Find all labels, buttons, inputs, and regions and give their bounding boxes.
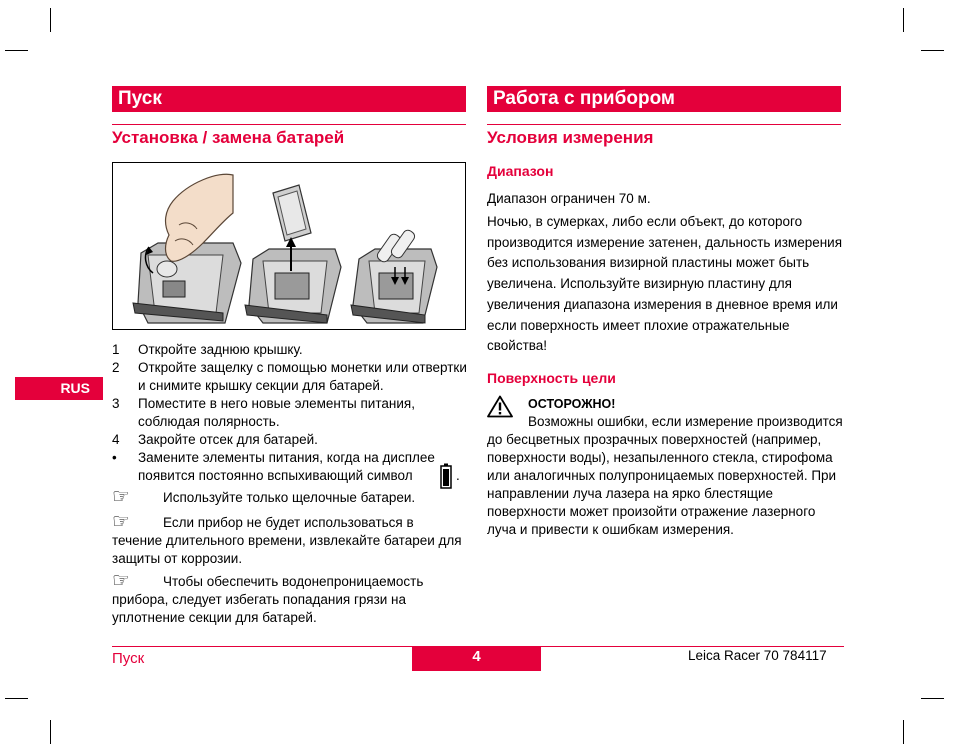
- bullet-text-end: .: [456, 468, 460, 483]
- footer-product: Leica Racer 70 784117: [688, 648, 827, 663]
- left-rule: [112, 124, 466, 125]
- bullet-marker: •: [112, 450, 117, 465]
- battery-subsection-title: Установка / замена батарей: [112, 128, 345, 147]
- right-section-title: Работа с прибором: [487, 86, 841, 112]
- step-number: 3: [112, 396, 120, 411]
- page-number: 4: [412, 647, 541, 671]
- note-text: Если прибор не будет использоваться в течение длительного времени, извлекайте батареи для защиты от коррозии.: [112, 515, 462, 566]
- step-text: Закройте отсек для батарей.: [138, 432, 318, 447]
- step-number: 1: [112, 342, 120, 357]
- step-text: Откройте заднюю крышку.: [138, 342, 303, 357]
- caution-text: Возможны ошибки, если измерение производится до бесцветных прозрачных поверхностей (например, поверхности воды), незапыленного стекла, стирофома или аналогичных полупроницаемых поверхностей. При направлении луча лазера на ярко блестящие поверхности может произойти отражение лазерного луча и привести к ошибкам измерения.: [487, 414, 843, 537]
- left-section-title: Пуск: [112, 86, 466, 112]
- right-rule: [487, 124, 841, 125]
- battery-replacement-diagram: [113, 163, 465, 329]
- device-cover-removed-icon: [245, 185, 341, 323]
- crop-mark: [903, 720, 904, 744]
- step-number: 4: [112, 432, 120, 447]
- range-text-1: Диапазон ограничен 70 м.: [487, 191, 651, 206]
- device-batteries-icon: [351, 228, 437, 323]
- measurement-subsection-title: Условия измерения: [487, 128, 654, 147]
- note-text: Чтобы обеспечить водонепроницаемость прибора, следует избегать попадания грязи на уплотнение секции для батарей.: [112, 574, 424, 625]
- footer-section: Пуск: [112, 650, 145, 667]
- range-title: Диапазон: [487, 163, 554, 179]
- battery-symbol-icon: [440, 463, 452, 489]
- crop-mark: [50, 8, 51, 32]
- language-tab: RUS: [15, 377, 103, 400]
- bullet-text-line2: появится постоянно вспыхивающий символ: [138, 468, 413, 483]
- crop-mark: [5, 50, 28, 51]
- step-number: 2: [112, 360, 120, 375]
- step-text: Откройте защелку с помощью монетки или отвертки и снимите крышку секции для батарей.: [138, 360, 467, 393]
- caution-label: ОСТОРОЖНО!: [528, 397, 616, 411]
- crop-mark: [903, 8, 904, 32]
- pointing-hand-icon: ☞: [112, 511, 130, 533]
- step-text: Поместите в него новые элементы питания, соблюдая полярность.: [138, 396, 415, 429]
- surface-title: Поверхность цели: [487, 370, 616, 386]
- pointing-hand-icon: ☞: [112, 486, 130, 508]
- pointing-hand-icon: ☞: [112, 570, 130, 592]
- crop-mark: [5, 698, 28, 699]
- battery-illustration: [112, 162, 466, 330]
- note-text: Используйте только щелочные батареи.: [163, 490, 416, 505]
- crop-mark: [50, 720, 51, 744]
- crop-mark: [921, 50, 944, 51]
- range-text-2: Ночью, в сумерках, либо если объект, до которого производится измерение затенен, дальность измерения без использования визирной пластины может быть увеличена. Используйте визирную пластину для увеличения диапазона измерения в дневное время или если поверхность имеет плохие отражательные свойства!: [487, 214, 843, 354]
- crop-mark: [921, 698, 944, 699]
- bullet-text-line1: Замените элементы питания, когда на дисплее: [138, 450, 435, 465]
